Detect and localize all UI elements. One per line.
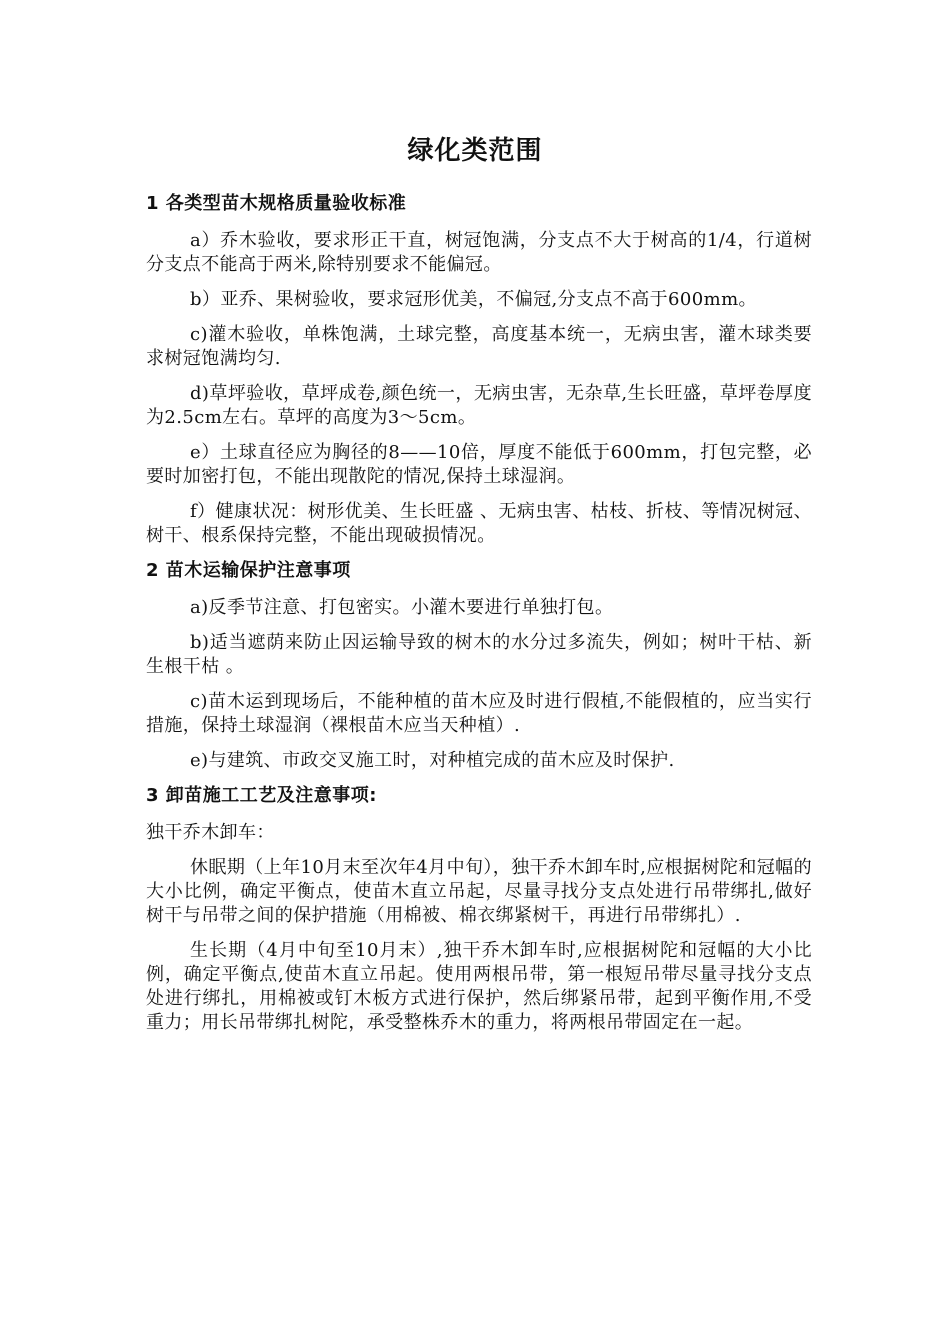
section-heading: 2 苗木运输保护注意事项 xyxy=(146,560,351,581)
paragraph: b）亚乔、果树验收，要求冠形优美，不偏冠,分支点不高于600mm。 xyxy=(190,289,757,310)
section-heading: 3 卸苗施工工艺及注意事项: xyxy=(146,785,377,806)
paragraph: a）乔木验收，要求形正干直，树冠饱满，分支点不大于树高的1/4，行道树分支点不能高于两米,除特别要求不能偏冠。 xyxy=(146,230,812,275)
paragraph: c)灌木验收，单株饱满，土球完整，高度基本统一，无病虫害，灌木球类要求树冠饱满均匀. xyxy=(146,324,812,369)
document-body xyxy=(146,192,812,1046)
paragraph: f）健康状况：树形优美、生长旺盛 、无病虫害、枯枝、折枝、等情况树冠、树干、根系保持完整，不能出现破损情况。 xyxy=(146,501,812,546)
paragraph: a)反季节注意、打包密实。小灌木要进行单独打包。 xyxy=(190,597,614,618)
paragraph: d)草坪验收，草坪成卷,颜色统一，无病虫害，无杂草,生长旺盛，草坪卷厚度为2.5cm左右。草坪的高度为3～5cm。 xyxy=(146,383,812,428)
paragraph: c)苗木运到现场后，不能种植的苗木应及时进行假植,不能假植的，应当实行措施，保持土球湿润（裸根苗木应当天种植）. xyxy=(146,691,812,736)
section-heading: 1 各类型苗木规格质量验收标准 xyxy=(146,193,407,214)
subheading: 独干乔木卸车： xyxy=(146,822,275,843)
paragraph: e)与建筑、市政交叉施工时，对种植完成的苗木应及时保护. xyxy=(190,750,675,771)
document-title: 绿化类范围 xyxy=(407,136,543,166)
paragraph: b)适当遮荫来防止因运输导致的树木的水分过多流失，例如；树叶干枯、新生根干枯 。 xyxy=(146,632,812,677)
paragraph: 休眠期（上年10月末至次年4月中旬），独干乔木卸车时,应根据树陀和冠幅的大小比例，确定平衡点，使苗木直立吊起，尽量寻找分支点处进行吊带绑扎,做好树干与吊带之间的保护措施（用棉被、棉衣绑紧树干，再进行吊带绑扎）. xyxy=(146,857,812,926)
paragraph: e）土球直径应为胸径的8——10倍，厚度不能低于600mm，打包完整，必要时加密打包，不能出现散陀的情况,保持土球湿润。 xyxy=(146,442,812,487)
paragraph: 生长期（4月中旬至10月末）,独干乔木卸车时,应根据树陀和冠幅的大小比例，确定平衡点,使苗木直立吊起。使用两根吊带，第一根短吊带尽量寻找分支点处进行绑扎，用棉被或钉木板方式进行保护，然后绑紧吊带，起到平衡作用,不受重力；用长吊带绑扎树陀，承受整株乔木的重力，将两根吊带固定在一起。 xyxy=(146,940,812,1033)
